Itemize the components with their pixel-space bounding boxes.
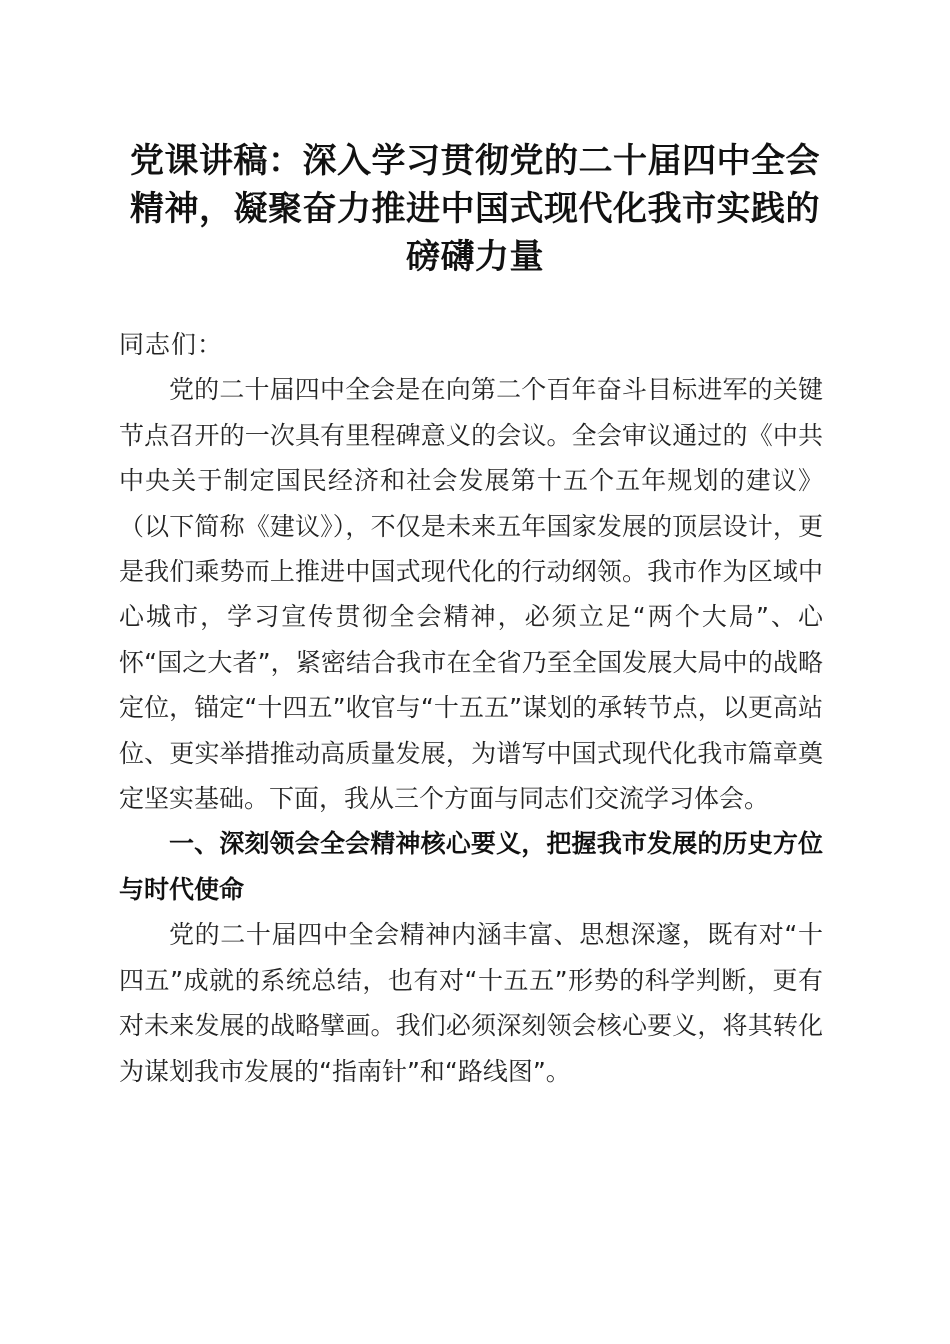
document-title: 党课讲稿：深入学习贯彻党的二十届四中全会精神，凝聚奋力推进中国式现代化我市实践的磅礴力量 <box>130 141 820 277</box>
salutation: 同志们： <box>119 330 224 359</box>
section-heading-1: 一、深刻领会全会精神核心要义，把握我市发展的历史方位与时代使命 <box>119 829 823 904</box>
section-1-paragraph: 党的二十届四中全会精神内涵丰富、思想深邃，既有对“十四五”成就的系统总结，也有对“十五五”形势的科学判断，更有对未来发展的战略擘画。我们必须深刻领会核心要义，将其转化为谋划我市发展的“指南针”和“路线图”。 <box>119 920 823 1086</box>
document-body <box>119 322 823 1094</box>
intro-paragraph: 党的二十届四中全会是在向第二个百年奋斗目标进军的关键节点召开的一次具有里程碑意义的会议。全会审议通过的《中共中央关于制定国民经济和社会发展第十五个五年规划的建议》（以下简称《建议》），不仅是未来五年国家发展的顶层设计，更是我们乘势而上推进中国式现代化的行动纲领。我市作为区域中心城市，学习宣传贯彻全会精神，必须立足“两个大局”、心怀“国之大者”，紧密结合我市在全省乃至全国发展大局中的战略定位，锚定“十四五”收官与“十五五”谋划的承转节点，以更高站位、更实举措推动高质量发展，为谱写中国式现代化我市篇章奠定坚实基础。下面，我从三个方面与同志们交流学习体会。 <box>119 375 823 814</box>
